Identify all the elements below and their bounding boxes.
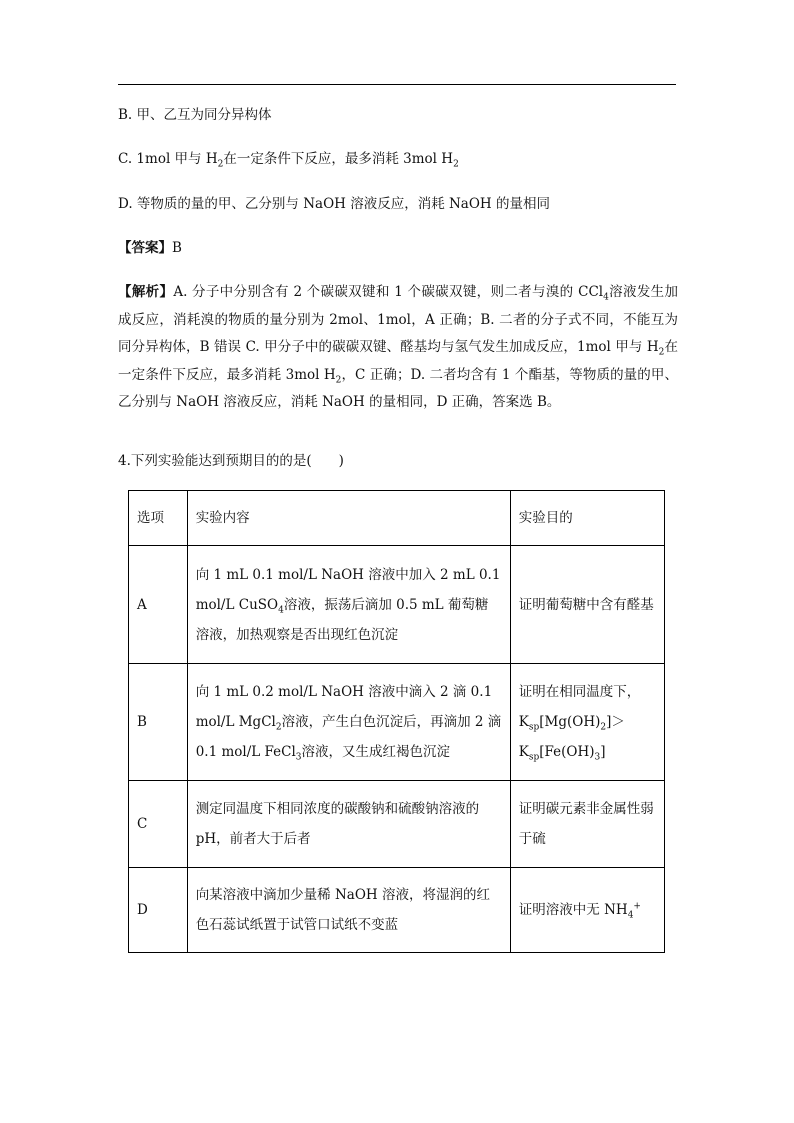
header-goal: 实验目的 (510, 491, 664, 546)
row-b-goal-sub-4: 3 (594, 752, 601, 763)
option-c-sub-1: 2 (217, 159, 224, 170)
option-d: D. 等物质的量的甲、乙分别与 NaOH 溶液反应，消耗 NaOH 的量相同 (118, 196, 550, 212)
row-b-goal-4: [Fe(OH) (539, 744, 595, 760)
header-option: 选项 (129, 491, 188, 546)
analysis-text-2: 溶液发生加成反应，消耗溴的物质的量分别为 2mol、1mol，A 正确；B. 二者的分子式不同，不能互为同分异构体，B 错误 C. 甲分子中的碳碳双键、醛基均与氢气发生加成反应，1mol 甲与 H (118, 284, 679, 355)
row-b-goal-sub-1: sp (528, 722, 540, 733)
analysis-text-1: A. 分子中分别含有 2 个碳碳双键和 1 个碳碳双键，则二者与溴的 CCl (173, 284, 604, 300)
row-b-goal (510, 664, 664, 781)
analysis-sub-3: 2 (335, 375, 342, 386)
row-d-option: D (129, 868, 188, 953)
answer-label: 【答案】 (118, 240, 172, 256)
row-b-goal-sub-3: sp (528, 752, 540, 763)
row-c-goal: 证明碳元素非金属性弱于硫 (510, 781, 664, 868)
table-row (129, 546, 665, 664)
analysis-label: 【解析】 (118, 284, 174, 300)
row-a-content (187, 546, 510, 664)
answer-line (118, 239, 182, 257)
question-4-stem: 4.下列实验能达到预期目的的是( ) (118, 453, 344, 469)
row-d-goal (510, 868, 664, 953)
row-b-goal-1: 证明在相同温度下，K (518, 684, 641, 730)
row-a-content-2: 溶液，振荡后滴加 0.5 mL 葡萄糖溶液，加热观察是否出现红色沉淀 (195, 596, 489, 643)
row-d-content: 向某溶液中滴加少量稀 NaOH 溶液，将湿润的红色石蕊试纸置于试管口试纸不变蓝 (187, 868, 510, 953)
row-d-goal-1: 证明溶液中无 NH (518, 902, 628, 918)
row-b-goal-5: ] (600, 744, 606, 760)
row-c-content: 测定同温度下相同浓度的碳酸钠和硫酸钠溶液的 pH，前者大于后者 (187, 781, 510, 868)
row-a-content-sub: 4 (278, 605, 284, 616)
option-c-text-2: 在一定条件下反应，最多消耗 3mol H (223, 151, 454, 167)
row-c-option: C (129, 781, 188, 868)
row-d-goal-sub: 4 (627, 910, 634, 921)
table-row (129, 781, 665, 868)
row-b-content-3: 溶液，又生成红褐色沉淀 (301, 744, 450, 760)
row-b-content-1: 向 1 mL 0.2 mol/L NaOH 溶液中滴入 2 滴 0.1 mol/L MgCl (195, 684, 493, 730)
header-rule (118, 84, 676, 85)
header-content: 实验内容 (187, 491, 510, 546)
row-b-goal-2: [Mg(OH) (539, 714, 601, 730)
option-c-sub-2: 2 (453, 159, 459, 170)
row-a-goal: 证明葡萄糖中含有醛基 (510, 546, 664, 664)
analysis-text-3: 在一定条件下反应，最多消耗 3mol H (118, 339, 679, 383)
row-b-option: B (129, 664, 188, 781)
table-row (129, 664, 665, 781)
analysis-paragraph (118, 279, 678, 417)
option-c-text-1: C. 1mol 甲与 H (118, 151, 218, 167)
row-d-goal-sup: + (633, 901, 641, 912)
analysis-sub-1: 4 (603, 292, 609, 303)
table-row (129, 868, 665, 953)
row-b-content-sub-1: 2 (275, 722, 282, 733)
experiment-table (128, 490, 665, 953)
analysis-text-4: ，C 正确；D. 二者均含有 1 个酯基，等物质的量的甲、乙分别与 NaOH 溶液反应，消耗 NaOH 的量相同，D 正确，答案选 B。 (118, 366, 678, 410)
option-b: B. 甲、乙互为同分异构体 (118, 107, 272, 123)
row-b-content-sub-2: 3 (295, 752, 302, 763)
analysis-sub-2: 2 (658, 347, 665, 358)
table-header-row (129, 491, 665, 546)
row-a-option: A (129, 546, 188, 664)
row-b-goal-3: ]＞K (518, 714, 625, 760)
row-a-content-1: 向 1 mL 0.1 mol/L NaOH 溶液中加入 2 mL 0.1 mol/L CuSO (195, 566, 501, 613)
answer-value: B (172, 240, 182, 256)
row-b-goal-sub-2: 2 (600, 722, 607, 733)
row-b-content (187, 664, 510, 781)
option-c (118, 150, 459, 168)
row-b-content-2: 溶液，产生白色沉淀后，再滴加 2 滴 0.1 mol/L FeCl (195, 714, 502, 760)
